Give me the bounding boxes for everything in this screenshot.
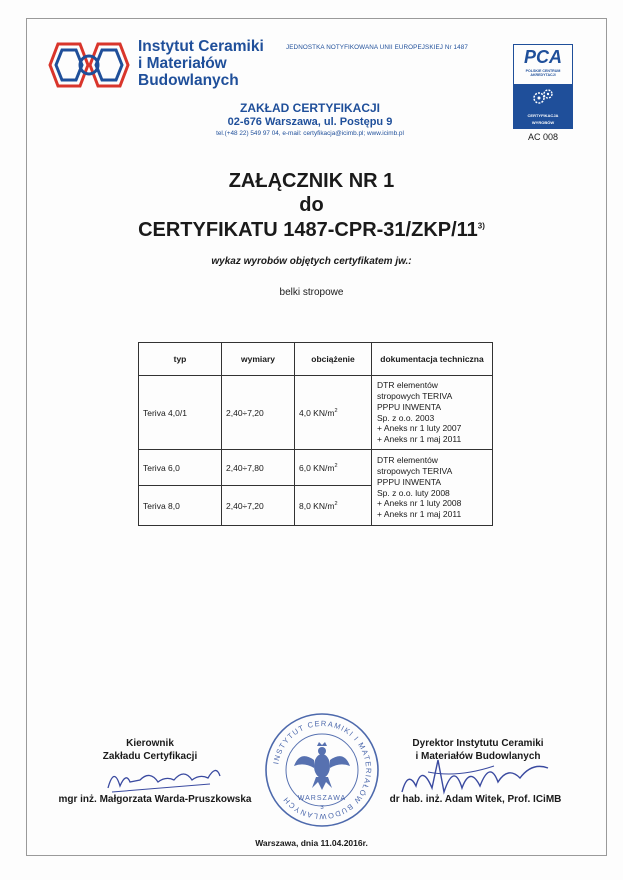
table-row xyxy=(139,376,493,450)
accreditation-number: AC 008 xyxy=(527,132,559,142)
doc-line: PPPU INWENTA xyxy=(377,401,442,412)
load-unit-exponent: 2 xyxy=(334,407,338,414)
pca-subtitle-line1: POLSKIE CENTRUM xyxy=(525,69,561,73)
cell-load xyxy=(295,486,372,526)
cell-dimensions: 2,40÷7,20 xyxy=(222,486,295,526)
doc-line: Sp. z o.o. luty 2008 xyxy=(377,487,450,498)
left-signatory-name: mgr inż. Małgorzata Warda-Pruszkowska xyxy=(58,794,252,805)
cell-documentation xyxy=(372,450,493,526)
document-title-line1: ZAŁĄCZNIK NR 1 xyxy=(228,170,395,192)
product-name: belki stropowe xyxy=(279,287,344,298)
column-header-documentation: dokumentacja techniczna xyxy=(372,343,493,376)
table-header-row xyxy=(139,343,493,376)
document-title-line2: do xyxy=(299,194,324,216)
cell-type: Teriva 8,0 xyxy=(139,486,222,526)
institute-name-line3: Budowlanych xyxy=(138,72,239,89)
issue-date: Warszawa, dnia 11.04.2016r. xyxy=(255,838,368,848)
department-address: 02-676 Warszawa, ul. Postępu 9 xyxy=(227,116,393,128)
right-role-line2: i Materiałów Budowlanych xyxy=(415,751,541,762)
cell-dimensions: 2,40÷7,80 xyxy=(222,450,295,486)
cell-load xyxy=(295,376,372,450)
doc-line: stropowych TERIVA xyxy=(377,465,453,476)
document-title-line3 xyxy=(0,219,623,242)
doc-line: + Aneks nr 1 luty 2007 xyxy=(377,423,462,434)
doc-line: PPPU INWENTA xyxy=(377,476,442,487)
svg-text:WARSZAWA: WARSZAWA xyxy=(297,795,347,802)
svg-text:3: 3 xyxy=(320,805,324,811)
doc-line: + Aneks nr 1 maj 2011 xyxy=(377,509,462,520)
cell-load xyxy=(295,450,372,486)
table-row xyxy=(139,450,493,486)
left-role-line2: Zakładu Certyfikacji xyxy=(102,751,198,762)
doc-line: Sp. z o.o. 2003 xyxy=(377,412,435,423)
cell-documentation xyxy=(372,376,493,450)
institute-name-line1: Instytut Ceramiki xyxy=(138,38,264,55)
load-unit-exponent: 2 xyxy=(334,462,338,469)
document-subtitle: wykaz wyrobów objętych certyfikatem jw.: xyxy=(211,256,412,267)
load-value: 6,0 KN/m xyxy=(299,462,335,473)
title-footnote: 3) xyxy=(477,221,485,231)
institute-name-line2: i Materiałów xyxy=(138,55,227,72)
doc-line: DTR elementów xyxy=(377,455,438,466)
gears-icon xyxy=(531,87,555,107)
left-role-line1: Kierownik xyxy=(126,738,174,749)
right-role-line1: Dyrektor Instytutu Ceramiki xyxy=(412,738,544,749)
notified-body-label: JEDNOSTKA NOTYFIKOWANA UNII EUROPEJSKIEJ Nr 1487 xyxy=(286,44,468,51)
pca-bottom-line1: CERTYFIKACJA xyxy=(527,113,559,118)
column-header-dimensions: wymiary xyxy=(222,343,295,376)
pca-subtitle-line2: AKREDYTACJI xyxy=(530,73,556,78)
left-handwritten-signature-icon xyxy=(100,758,230,798)
pca-logo-text: PCA xyxy=(523,47,562,67)
cell-dimensions: 2,40÷7,20 xyxy=(222,376,295,450)
load-value: 8,0 KN/m xyxy=(299,500,335,511)
column-header-load: obciążenie xyxy=(295,343,372,376)
institute-logo-icon xyxy=(48,40,132,90)
doc-line: stropowych TERIVA xyxy=(377,390,453,401)
doc-line: + Aneks nr 1 luty 2008 xyxy=(377,498,462,509)
column-header-type: typ xyxy=(139,343,222,376)
load-unit-exponent: 2 xyxy=(334,500,338,507)
doc-line: + Aneks nr 1 maj 2011 xyxy=(377,434,462,445)
institute-name xyxy=(138,38,264,89)
pca-certification-panel xyxy=(514,84,572,128)
doc-line: DTR elementów xyxy=(377,380,438,391)
products-table xyxy=(138,342,493,526)
department-title: ZAKŁAD CERTYFIKACJI xyxy=(240,101,380,115)
right-handwritten-signature-icon xyxy=(398,752,558,798)
department-header xyxy=(140,101,480,138)
certificate-number: CERTYFIKATU 1487-CPR-31/ZKP/11 xyxy=(138,219,478,241)
load-value: 4,0 KN/m xyxy=(299,407,335,418)
pca-bottom-line2: WYROBÓW xyxy=(531,119,555,125)
cell-type: Teriva 4,0/1 xyxy=(139,376,222,450)
pca-logo xyxy=(513,44,573,129)
right-signatory-name: dr hab. inż. Adam Witek, Prof. ICiMB xyxy=(389,794,562,805)
department-contact: tel.(+48 22) 549 97 04, e-mail: certyfikacja@icimb.pl; www.icimb.pl xyxy=(216,130,404,137)
svg-text:INSTYTUT CERAMIKI I MATERIAŁÓW: INSTYTUT CERAMIKI I MATERIAŁÓW BUDOWLANYCH xyxy=(271,718,374,822)
official-stamp-icon xyxy=(262,710,382,830)
cell-type: Teriva 6,0 xyxy=(139,450,222,486)
